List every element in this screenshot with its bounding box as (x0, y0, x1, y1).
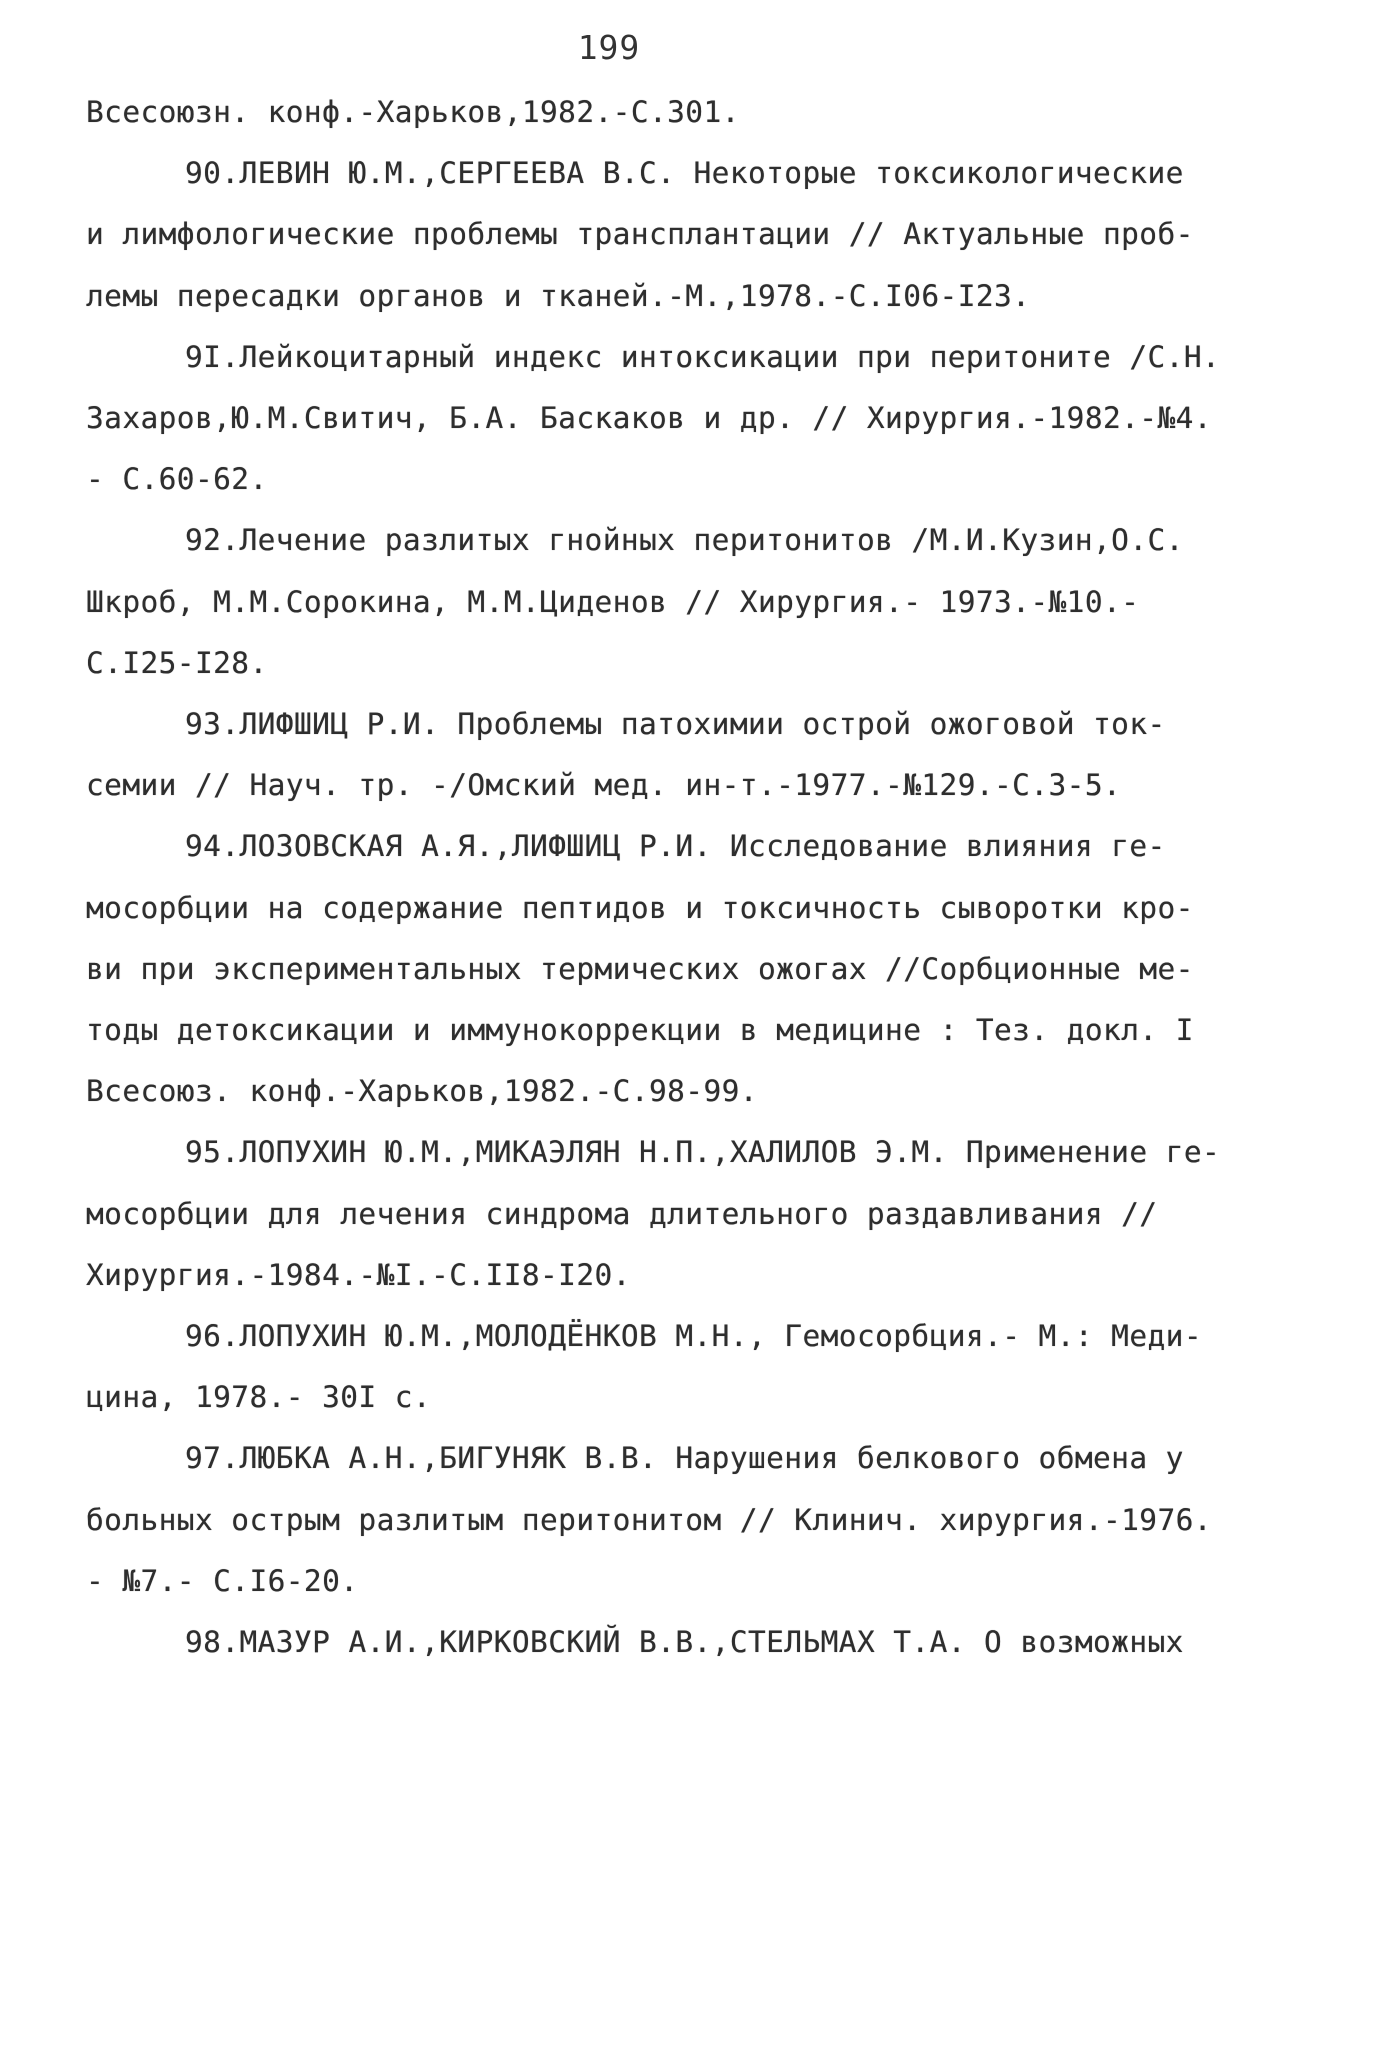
reference-entry-start: 93.ЛИФШИЦ Р.И. Проблемы патохимии острой ожоговой ток- (185, 707, 1166, 741)
reference-entry-start: 98.МАЗУР А.И.,КИРКОВСКИЙ В.В.,СТЕЛЬМАХ Т.А. О возможных (185, 1625, 1184, 1659)
reference-line: мосорбции для лечения синдрома длительного раздавливания // (86, 1196, 1158, 1231)
reference-line: Всесоюз. конф.-Харьков,1982.-С.98-99. (86, 1074, 758, 1109)
reference-line: Шкроб, М.М.Сорокина, М.М.Циденов // Хирургия.- 1973.-№10.- (86, 584, 1140, 619)
reference-entry-start: 95.ЛОПУХИН Ю.М.,МИКАЭЛЯН Н.П.,ХАЛИЛОВ Э.М. Применение ге- (185, 1135, 1221, 1170)
reference-line: тоды детоксикации и иммунокоррекции в медицине : Тез. докл. I (86, 1013, 1194, 1047)
reference-line: - №7.- С.I6-20. (86, 1563, 359, 1598)
reference-line: семии // Науч. тр. -/Омский мед. ин-т.-1977.-№129.-С.3-5. (86, 768, 1122, 803)
reference-entry-start: 92.Лечение разлитых гнойных перитонитов /М.И.Кузин,О.С. (185, 523, 1184, 558)
reference-entry-start: 97.ЛЮБКА А.Н.,БИГУНЯК В.В. Нарушения белкового обмена у (185, 1441, 1184, 1476)
reference-line: лемы пересадки органов и тканей.-М.,1978.-С.I06-I23. (86, 278, 1031, 313)
reference-line: и лимфологические проблемы трансплантации // Актуальные проб- (86, 217, 1194, 252)
reference-entry-start: 9I.Лейкоцитарный индекс интоксикации при перитоните /С.Н. (185, 339, 1221, 374)
reference-line: - С.60-62. (86, 462, 268, 497)
reference-entry-start: 96.ЛОПУХИН Ю.М.,МОЛОДЁНКОВ М.Н., Гемосорбция.- М.: Меди- (185, 1319, 1202, 1353)
reference-line: больных острым разлитым перитонитом // Клинич. хирургия.-1976. (86, 1502, 1212, 1537)
page-number: 199 (577, 28, 641, 67)
reference-line: С.I25-I28. (86, 645, 268, 680)
reference-line: ви при экспериментальных термических ожогах //Сорбционные ме- (86, 951, 1194, 986)
reference-line: Всесоюзн. конф.-Харьков,1982.-С.301. (86, 95, 740, 129)
reference-entry-start: 94.ЛОЗОВСКАЯ А.Я.,ЛИФШИЦ Р.И. Исследование влияния ге- (185, 829, 1166, 864)
reference-line: Захаров,Ю.М.Свитич, Б.А. Баскаков и др. // Хирургия.-1982.-№4. (86, 401, 1212, 435)
reference-line: цина, 1978.- 30I с. (86, 1380, 432, 1415)
reference-line: мосорбции на содержание пептидов и токсичность сыворотки кро- (86, 890, 1194, 925)
reference-line: Хирургия.-1984.-№I.-С.II8-I20. (86, 1257, 631, 1292)
reference-entry-start: 90.ЛЕВИН Ю.М.,СЕРГЕЕВА В.С. Некоторые токсикологические (185, 156, 1184, 191)
